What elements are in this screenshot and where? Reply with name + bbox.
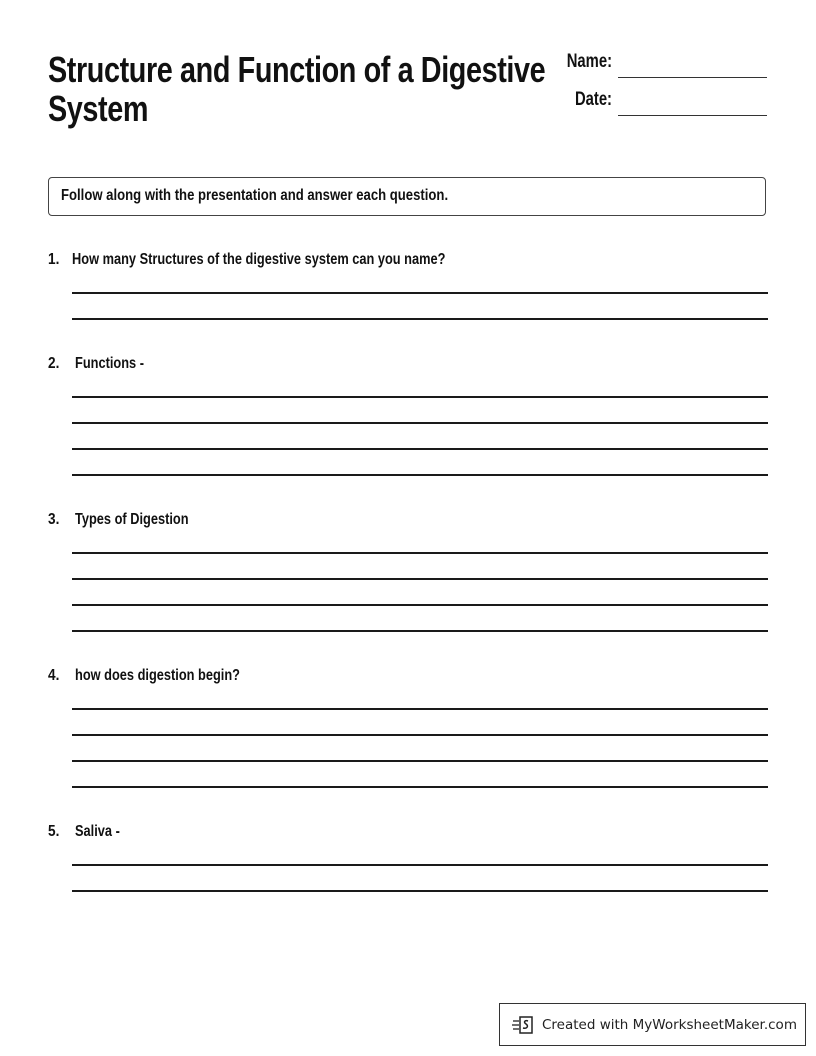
question-5-answer-line-1[interactable] xyxy=(72,864,768,866)
question-5-answer-line-2[interactable] xyxy=(72,890,768,892)
name-label: Name: xyxy=(566,51,612,72)
name-field[interactable] xyxy=(618,77,767,78)
question-3-answer-line-1[interactable] xyxy=(72,552,768,554)
question-4-answer-line-3[interactable] xyxy=(72,760,768,762)
question-2-answer-line-2[interactable] xyxy=(72,422,768,424)
question-4-answer-line-4[interactable] xyxy=(72,786,768,788)
footer-credit[interactable] xyxy=(499,1003,806,1046)
question-3-answer-line-2[interactable] xyxy=(72,578,768,580)
footer-credit-text: Created with MyWorksheetMaker.com xyxy=(542,1016,797,1033)
question-2-answer-line-4[interactable] xyxy=(72,474,768,476)
question-1-text: How many Structures of the digestive system can you name? xyxy=(72,251,446,268)
question-1-answer-line-2[interactable] xyxy=(72,318,768,320)
question-4-text: how does digestion begin? xyxy=(75,667,240,684)
page-title-line-1: Structure and Function of a Digestive xyxy=(48,49,546,90)
question-2-text: Functions - xyxy=(75,355,144,372)
page-title-line-2: System xyxy=(48,88,149,129)
question-5-text: Saliva - xyxy=(75,823,120,840)
question-3-text: Types of Digestion xyxy=(75,511,189,528)
question-4-answer-line-1[interactable] xyxy=(72,708,768,710)
question-2-answer-line-1[interactable] xyxy=(72,396,768,398)
question-3-number: 3. xyxy=(48,511,60,528)
question-3-answer-line-4[interactable] xyxy=(72,630,768,632)
instructions-box xyxy=(48,177,766,216)
question-3-answer-line-3[interactable] xyxy=(72,604,768,606)
date-field[interactable] xyxy=(618,115,767,116)
worksheet-maker-logo-icon xyxy=(512,1014,534,1036)
question-2-answer-line-3[interactable] xyxy=(72,448,768,450)
question-5-number: 5. xyxy=(48,823,60,840)
question-2-number: 2. xyxy=(48,355,60,372)
question-1-number: 1. xyxy=(48,251,60,268)
question-1-answer-line-1[interactable] xyxy=(72,292,768,294)
question-4-number: 4. xyxy=(48,667,60,684)
question-4-answer-line-2[interactable] xyxy=(72,734,768,736)
date-label: Date: xyxy=(574,89,612,110)
instructions-text: Follow along with the presentation and answer each question. xyxy=(61,187,449,204)
